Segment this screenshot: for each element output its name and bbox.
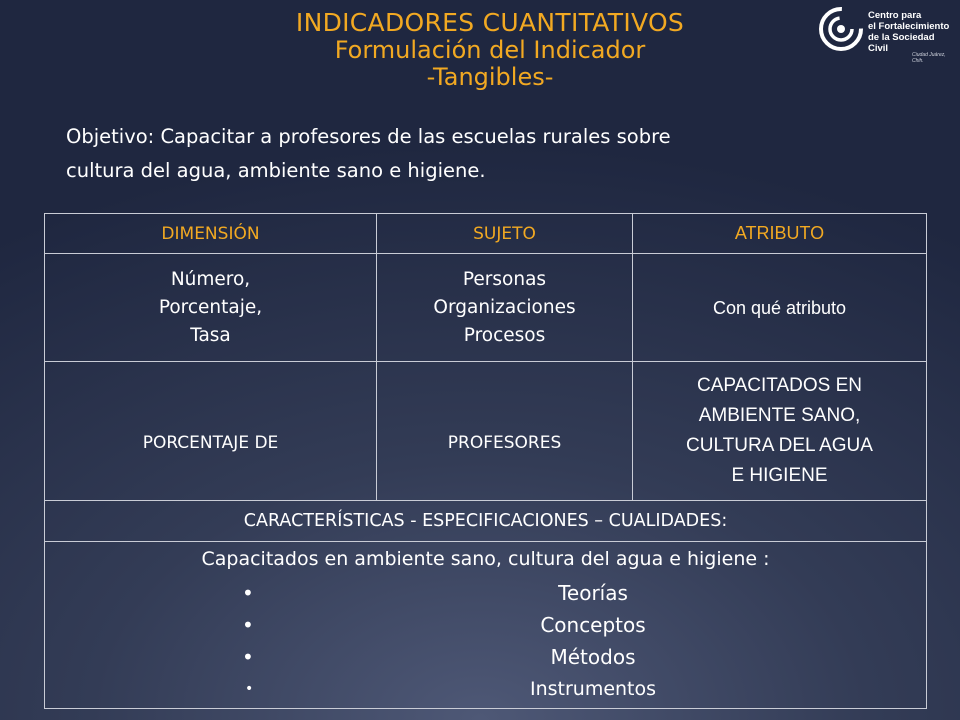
list-item: • Teorías <box>242 577 922 609</box>
logo-emblem-icon <box>818 6 864 52</box>
list-item: • Instrumentos <box>242 673 922 705</box>
header-attribute: ATRIBUTO <box>633 214 927 254</box>
details-lead: Capacitados en ambiente sano, cultura del agua e higiene : <box>201 548 770 570</box>
title-block <box>160 8 820 91</box>
list-item: • Conceptos <box>242 609 922 641</box>
logo-text: Centro para el Fortalecimiento de la Sociedad Civil <box>868 10 950 54</box>
cell-subject-value: PROFESORES <box>377 362 633 501</box>
slide-tag: -Tangibles- <box>426 63 554 91</box>
cell-subject-types: Personas Organizaciones Procesos <box>377 254 633 362</box>
header-subject: SUJETO <box>377 214 633 254</box>
objective-text: Objetivo: Capacitar a profesores de las escuelas rurales sobre cultura del agua, ambiente sano e higiene. <box>66 125 671 182</box>
table-row <box>45 362 927 501</box>
list-item: • Métodos <box>242 641 922 673</box>
organization-logo <box>816 4 956 64</box>
details-cell <box>45 542 927 709</box>
cell-attribute-question: Con qué atributo <box>633 254 927 362</box>
header-dimension: DIMENSIÓN <box>45 214 377 254</box>
details-list <box>49 577 922 705</box>
details-row <box>45 542 927 709</box>
table-row <box>45 254 927 362</box>
slide-title: INDICADORES CUANTITATIVOS <box>295 8 685 37</box>
cell-attribute-value: CAPACITADOS EN AMBIENTE SANO, CULTURA DEL AGUA E HIGIENE <box>633 362 927 501</box>
table-header-row <box>45 214 927 254</box>
cell-dimension-types: Número, Porcentaje, Tasa <box>45 254 377 362</box>
indicator-table <box>44 213 927 709</box>
cell-dimension-value: PORCENTAJE DE <box>45 362 377 501</box>
slide-subtitle: Formulación del Indicador <box>334 36 646 64</box>
characteristics-row <box>45 501 927 542</box>
logo-location: Ciudad Juárez, Chih. <box>912 52 946 64</box>
characteristics-heading: CARACTERÍSTICAS - ESPECIFICACIONES – CUALIDADES: <box>45 501 927 542</box>
